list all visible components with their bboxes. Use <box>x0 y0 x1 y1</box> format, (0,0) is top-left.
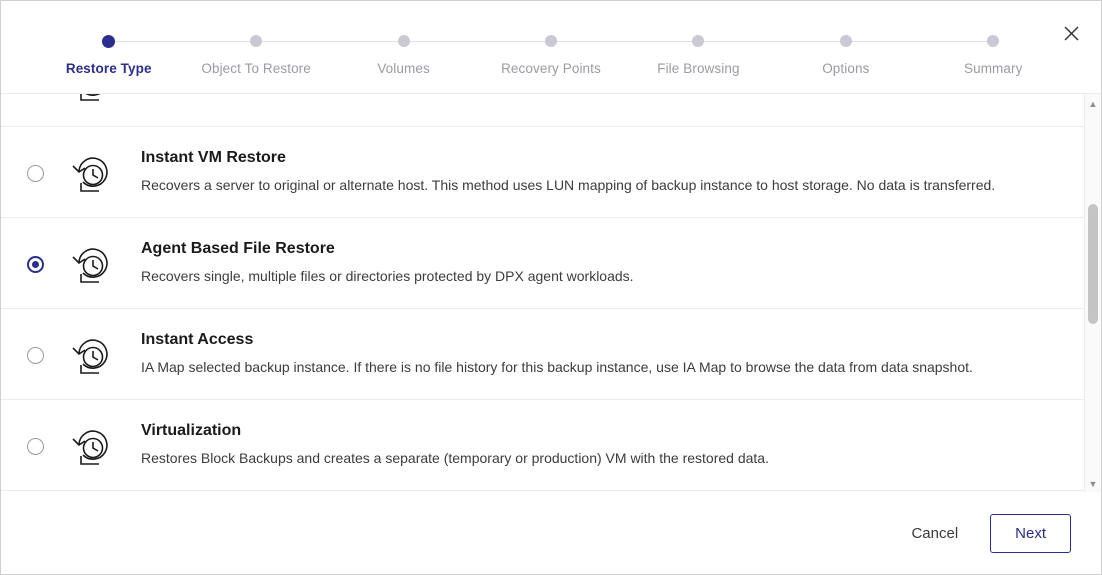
step-label: Object To Restore <box>201 61 311 76</box>
dialog-footer <box>1 492 1101 574</box>
radio-cell[interactable] <box>1 240 69 273</box>
text-cell <box>141 240 1085 285</box>
step-dot <box>692 35 704 47</box>
step-options[interactable] <box>772 41 919 78</box>
restore-type-radio[interactable] <box>27 438 44 455</box>
step-label: File Browsing <box>657 61 740 76</box>
icon-cell <box>69 240 141 286</box>
step-label: Volumes <box>377 61 430 76</box>
radio-cell[interactable] <box>1 331 69 364</box>
icon-cell <box>69 93 141 104</box>
list-item[interactable] <box>1 218 1085 309</box>
list-item-description: Recovers single, multiple files or directories protected by DPX agent workloads. <box>141 267 634 284</box>
restore-type-radio-selected[interactable] <box>27 256 44 273</box>
restore-clock-icon <box>69 428 115 468</box>
scrollbar-thumb[interactable] <box>1088 204 1098 324</box>
step-label: Recovery Points <box>501 61 601 76</box>
step-volumes[interactable] <box>330 41 477 78</box>
list-item-title: Instant VM Restore <box>141 149 286 166</box>
list-item[interactable] <box>1 309 1085 400</box>
step-dot <box>545 35 557 47</box>
icon-cell <box>69 149 141 195</box>
step-dot <box>102 35 115 48</box>
restore-clock-icon <box>69 155 115 195</box>
list-item[interactable] <box>1 127 1085 218</box>
restore-type-list <box>1 93 1101 494</box>
list-item[interactable] <box>1 93 1085 127</box>
restore-type-radio[interactable] <box>27 347 44 364</box>
list-item-title: Agent Based File Restore <box>141 240 335 257</box>
step-connector <box>698 41 845 42</box>
restore-clock-icon <box>69 93 115 104</box>
step-label: Restore Type <box>65 61 152 76</box>
list-scrollbar[interactable] <box>1084 94 1101 494</box>
step-dot <box>840 35 852 47</box>
step-file-browsing[interactable] <box>625 41 772 78</box>
step-dot <box>250 35 262 47</box>
step-connector <box>551 41 698 42</box>
step-object-to-restore[interactable] <box>182 41 329 78</box>
step-connector <box>404 41 551 42</box>
step-connector <box>256 41 403 42</box>
text-cell <box>141 331 1085 376</box>
icon-cell <box>69 331 141 377</box>
step-dot <box>398 35 410 47</box>
radio-cell[interactable] <box>1 149 69 182</box>
list-item[interactable] <box>1 400 1085 491</box>
step-dot <box>987 35 999 47</box>
step-recovery-points[interactable] <box>477 41 624 78</box>
list-item-description: IA Map selected backup instance. If there is no file history for this backup instance, use IA Map to browse the data from data snapshot. <box>141 358 973 375</box>
restore-type-radio[interactable] <box>27 165 44 182</box>
step-label: Options <box>822 61 870 76</box>
list-item-description: Recovers a server to original or alternate host. This method uses LUN mapping of backup instance to host storage. No data is transferred. <box>141 176 996 193</box>
list-item-title: Virtualization <box>141 422 242 439</box>
wizard-stepper <box>1 1 1101 93</box>
scroll-up-icon[interactable]: ▲ <box>1088 99 1098 109</box>
restore-clock-icon <box>69 246 115 286</box>
step-summary[interactable] <box>920 41 1067 78</box>
cancel-button[interactable]: Cancel <box>897 517 972 550</box>
icon-cell <box>69 422 141 468</box>
list-item-title: Instant Access <box>141 331 254 348</box>
next-button[interactable]: Next <box>990 514 1071 553</box>
text-cell <box>141 149 1085 194</box>
step-label: Summary <box>964 61 1023 76</box>
scroll-down-icon[interactable]: ▼ <box>1088 479 1098 489</box>
step-connector <box>846 41 993 42</box>
radio-cell[interactable] <box>1 422 69 455</box>
step-restore-type[interactable] <box>35 41 182 78</box>
step-connector <box>109 41 256 42</box>
restore-clock-icon <box>69 337 115 377</box>
text-cell <box>141 422 1085 467</box>
list-item-description: Restores Block Backups and creates a separate (temporary or production) VM with the restored data. <box>141 449 769 466</box>
